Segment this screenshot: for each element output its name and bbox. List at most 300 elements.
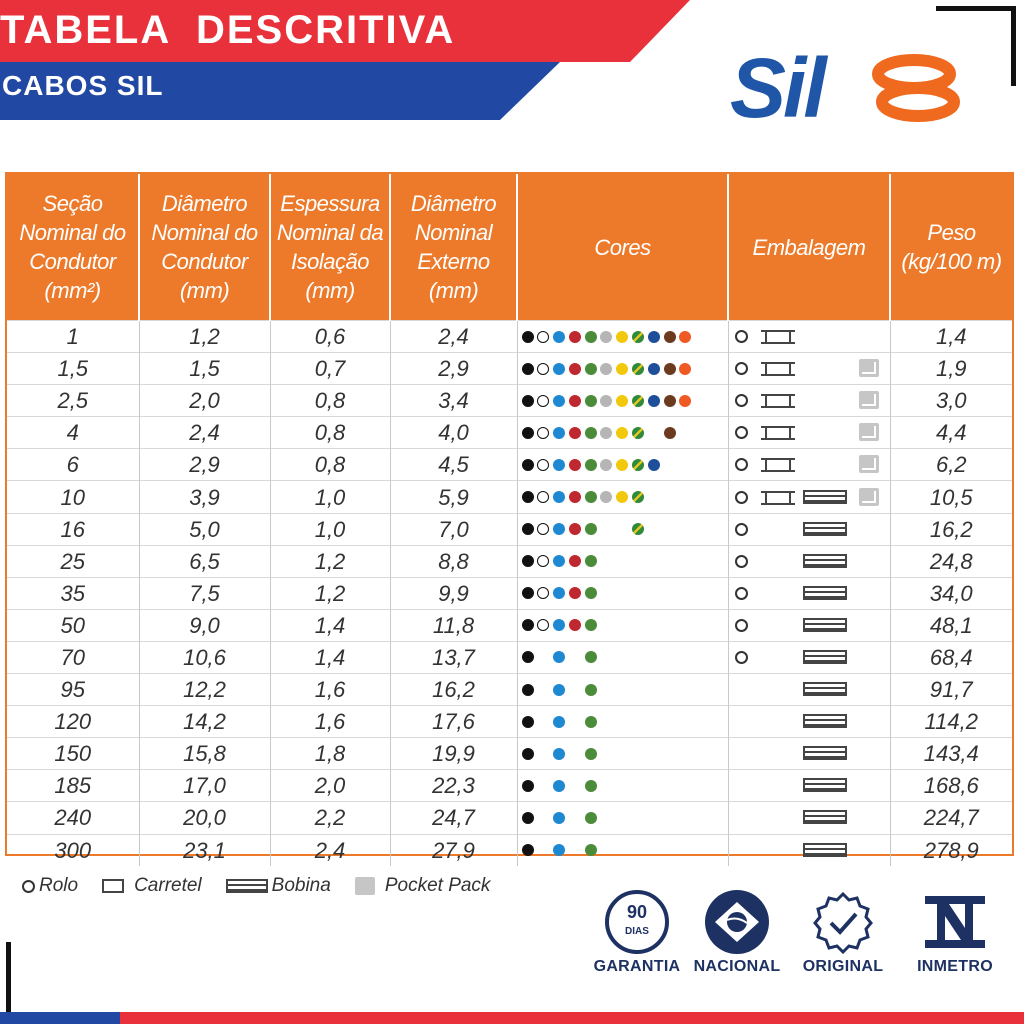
color-dot-empty <box>679 651 691 663</box>
legend-rolo <box>22 875 78 897</box>
bobina-icon <box>803 843 847 857</box>
legend-carretel <box>102 875 202 897</box>
cell-embalagem <box>728 513 890 545</box>
color-dot-white <box>537 555 549 567</box>
rolo-icon <box>735 458 748 471</box>
color-dot-empty <box>537 651 549 663</box>
bobina-icon <box>803 618 847 632</box>
cell-embalagem <box>728 545 890 577</box>
color-dot-empty <box>648 716 660 728</box>
color-dot-green <box>585 684 597 696</box>
bobina-icon <box>803 778 847 792</box>
color-dot-light-blue <box>553 555 565 567</box>
legend-rolo-label: Rolo <box>39 875 79 896</box>
color-dot-orange-dot <box>679 331 691 343</box>
color-dot-green <box>585 363 597 375</box>
color-dot-empty <box>648 780 660 792</box>
color-dot-empty <box>664 651 676 663</box>
cell-cores <box>517 577 728 609</box>
cell-cores <box>517 641 728 673</box>
cell-espessura: 0,7 <box>270 353 390 385</box>
color-dot-empty <box>648 619 660 631</box>
color-dot-empty <box>600 844 612 856</box>
cell-diametro-externo: 16,2 <box>390 674 517 706</box>
cell-diametro-externo: 7,0 <box>390 513 517 545</box>
badge-original <box>798 890 888 976</box>
color-dot-dark-red <box>569 491 581 503</box>
color-dot-empty <box>537 716 549 728</box>
pocket-pack-icon <box>859 359 879 377</box>
rolo-icon <box>735 426 748 439</box>
color-dot-empty <box>616 812 628 824</box>
rolo-icon <box>735 491 748 504</box>
cell-diametro-condutor: 12,2 <box>139 674 270 706</box>
color-dot-green-yellow <box>632 363 644 375</box>
warranty-days-number: 90 <box>626 902 648 922</box>
color-dot-light-blue <box>553 780 565 792</box>
cell-peso: 1,4 <box>890 321 1012 353</box>
color-dot-empty <box>679 427 691 439</box>
cell-diametro-condutor: 5,0 <box>139 513 270 545</box>
cell-peso: 16,2 <box>890 513 1012 545</box>
cell-secao: 6 <box>7 449 139 481</box>
cell-secao: 1 <box>7 321 139 353</box>
cell-diametro-condutor: 3,9 <box>139 481 270 513</box>
color-dot-green-yellow <box>632 395 644 407</box>
color-dot-empty <box>664 587 676 599</box>
table-row <box>7 513 1012 545</box>
rolo-icon <box>735 330 748 343</box>
color-dot-light-blue <box>553 619 565 631</box>
color-dot-green-yellow <box>632 331 644 343</box>
cell-cores <box>517 513 728 545</box>
color-dot-gray <box>600 363 612 375</box>
color-dot-empty <box>664 459 676 471</box>
color-dot-yellow <box>616 395 628 407</box>
color-dot-empty <box>648 555 660 567</box>
color-dot-empty <box>600 780 612 792</box>
color-dot-empty <box>648 684 660 696</box>
legend-bobina <box>226 875 331 897</box>
cell-diametro-condutor: 9,0 <box>139 609 270 641</box>
color-dot-light-blue <box>553 684 565 696</box>
color-dot-empty <box>679 684 691 696</box>
color-dot-orange-dot <box>679 395 691 407</box>
cell-diametro-externo: 4,5 <box>390 449 517 481</box>
bobina-icon <box>803 490 847 504</box>
cell-espessura: 1,6 <box>270 706 390 738</box>
color-dot-empty <box>569 780 581 792</box>
color-dot-white <box>537 395 549 407</box>
carretel-icon <box>765 458 791 472</box>
rolo-icon <box>735 394 748 407</box>
sil-logo-text: Sil <box>730 41 824 135</box>
color-dot-green <box>585 587 597 599</box>
color-dot-dark-red <box>569 523 581 535</box>
color-dot-empty <box>569 651 581 663</box>
cell-espessura: 0,8 <box>270 417 390 449</box>
color-dot-empty <box>616 555 628 567</box>
bobina-icon <box>226 879 268 893</box>
color-dot-light-blue <box>553 491 565 503</box>
table-row <box>7 834 1012 866</box>
color-dot-empty <box>664 812 676 824</box>
cell-embalagem <box>728 449 890 481</box>
color-dot-empty <box>632 812 644 824</box>
color-dot-empty <box>679 523 691 535</box>
cell-diametro-externo: 19,9 <box>390 738 517 770</box>
color-dot-empty <box>616 587 628 599</box>
table-row <box>7 321 1012 353</box>
color-dot-empty <box>632 780 644 792</box>
cell-diametro-condutor: 15,8 <box>139 738 270 770</box>
bobina-icon <box>803 714 847 728</box>
cell-secao: 120 <box>7 706 139 738</box>
color-dot-dark-blue <box>648 331 660 343</box>
corner-mark-bottom-left <box>6 942 11 1018</box>
color-dot-dark-red <box>569 331 581 343</box>
color-dot-empty <box>679 587 691 599</box>
color-dot-light-blue <box>553 587 565 599</box>
color-dot-green <box>585 651 597 663</box>
color-dot-light-blue <box>553 812 565 824</box>
color-dot-gray <box>600 459 612 471</box>
color-dot-empty <box>664 780 676 792</box>
cell-diametro-externo: 24,7 <box>390 802 517 834</box>
cell-diametro-externo: 11,8 <box>390 609 517 641</box>
color-dot-light-blue <box>553 427 565 439</box>
color-dot-empty <box>664 619 676 631</box>
cell-espessura: 2,2 <box>270 802 390 834</box>
color-dot-orange-dot <box>679 363 691 375</box>
color-dot-empty <box>648 651 660 663</box>
pocket-pack-icon <box>355 877 375 895</box>
cell-secao: 16 <box>7 513 139 545</box>
footer-stripe-red <box>120 1012 1024 1024</box>
color-dot-empty <box>616 844 628 856</box>
color-dot-empty <box>600 555 612 567</box>
cell-embalagem <box>728 481 890 513</box>
cell-secao: 185 <box>7 770 139 802</box>
color-dot-black <box>522 619 534 631</box>
cell-espessura: 2,0 <box>270 770 390 802</box>
cell-embalagem <box>728 674 890 706</box>
cell-peso: 6,2 <box>890 449 1012 481</box>
check-seal-icon <box>811 890 875 954</box>
rolo-icon <box>735 619 748 632</box>
color-dot-empty <box>648 491 660 503</box>
table-row <box>7 481 1012 513</box>
color-dot-empty <box>569 748 581 760</box>
sil-logo <box>730 40 970 140</box>
header-diametro-condutor: Diâmetro Nominal do Condutor (mm) <box>139 174 270 321</box>
cell-diametro-externo: 8,8 <box>390 545 517 577</box>
color-dot-empty <box>664 716 676 728</box>
cell-diametro-condutor: 2,9 <box>139 449 270 481</box>
cell-diametro-externo: 9,9 <box>390 577 517 609</box>
color-dot-empty <box>600 619 612 631</box>
packaging-legend <box>22 875 514 897</box>
footer-stripe-blue <box>0 1012 120 1024</box>
warranty-seal-icon <box>605 890 669 954</box>
color-dot-black <box>522 748 534 760</box>
color-dot-empty <box>600 651 612 663</box>
pocket-pack-icon <box>859 488 879 506</box>
color-dot-dark-red <box>569 555 581 567</box>
color-dot-light-blue <box>553 395 565 407</box>
cell-secao: 300 <box>7 834 139 866</box>
color-dot-empty <box>664 844 676 856</box>
color-dot-empty <box>648 427 660 439</box>
color-dot-green <box>585 459 597 471</box>
table-row <box>7 385 1012 417</box>
color-dot-empty <box>679 459 691 471</box>
color-dot-green <box>585 491 597 503</box>
color-dot-empty <box>600 748 612 760</box>
bobina-icon <box>803 522 847 536</box>
color-dot-empty <box>679 844 691 856</box>
page-subtitle: CABOS SIL <box>2 70 164 101</box>
table-row <box>7 738 1012 770</box>
cell-secao: 1,5 <box>7 353 139 385</box>
cell-cores <box>517 738 728 770</box>
color-dot-black <box>522 716 534 728</box>
cell-diametro-condutor: 1,5 <box>139 353 270 385</box>
rolo-icon <box>22 880 35 893</box>
color-dot-empty <box>616 780 628 792</box>
color-dot-dark-red <box>569 363 581 375</box>
color-dot-empty <box>664 491 676 503</box>
color-dot-empty <box>569 684 581 696</box>
color-dot-white <box>537 459 549 471</box>
cell-embalagem <box>728 738 890 770</box>
corner-mark-top-right-vertical <box>1011 6 1016 86</box>
color-dot-light-blue <box>553 651 565 663</box>
cell-diametro-externo: 17,6 <box>390 706 517 738</box>
color-dot-white <box>537 491 549 503</box>
cell-espessura: 1,2 <box>270 545 390 577</box>
cell-cores <box>517 353 728 385</box>
color-dot-dark-red <box>569 395 581 407</box>
color-dot-empty <box>600 587 612 599</box>
cell-secao: 150 <box>7 738 139 770</box>
color-dot-light-blue <box>553 331 565 343</box>
color-dot-empty <box>569 812 581 824</box>
corner-mark-top-right <box>936 6 1016 11</box>
color-dot-empty <box>537 812 549 824</box>
cell-secao: 10 <box>7 481 139 513</box>
header-peso: Peso (kg/100 m) <box>890 174 1012 321</box>
color-dot-green <box>585 427 597 439</box>
color-dot-black <box>522 523 534 535</box>
color-dot-green-yellow <box>632 459 644 471</box>
cell-diametro-condutor: 2,4 <box>139 417 270 449</box>
color-dot-empty <box>537 780 549 792</box>
table-row <box>7 802 1012 834</box>
cell-embalagem <box>728 353 890 385</box>
color-dot-green <box>585 395 597 407</box>
cell-peso: 24,8 <box>890 545 1012 577</box>
table-row <box>7 577 1012 609</box>
cell-peso: 224,7 <box>890 802 1012 834</box>
color-dot-gray <box>600 331 612 343</box>
color-dot-empty <box>648 748 660 760</box>
header-cores: Cores <box>517 174 728 321</box>
cell-secao: 2,5 <box>7 385 139 417</box>
legend-pocket-label: Pocket Pack <box>384 875 491 896</box>
table-row <box>7 674 1012 706</box>
cell-espessura: 1,6 <box>270 674 390 706</box>
cell-secao: 240 <box>7 802 139 834</box>
color-dot-white <box>537 363 549 375</box>
bobina-icon <box>803 746 847 760</box>
cell-cores <box>517 385 728 417</box>
cell-cores <box>517 545 728 577</box>
color-dot-black <box>522 459 534 471</box>
bobina-icon <box>803 554 847 568</box>
cell-diametro-condutor: 14,2 <box>139 706 270 738</box>
badge-garantia-label: GARANTIA <box>593 958 681 975</box>
color-dot-black <box>522 651 534 663</box>
cell-secao: 95 <box>7 674 139 706</box>
color-dot-light-blue <box>553 363 565 375</box>
color-dot-empty <box>648 844 660 856</box>
header-espessura: Espessura Nominal da Isolação (mm) <box>270 174 390 321</box>
header-secao: Seção Nominal do Condutor (mm²) <box>7 174 139 321</box>
color-dot-empty <box>648 523 660 535</box>
color-dot-white <box>537 523 549 535</box>
color-dot-black <box>522 780 534 792</box>
color-dot-light-blue <box>553 844 565 856</box>
cell-diametro-externo: 13,7 <box>390 641 517 673</box>
cell-peso: 4,4 <box>890 417 1012 449</box>
color-dot-empty <box>616 651 628 663</box>
color-dot-green <box>585 716 597 728</box>
color-dot-empty <box>664 748 676 760</box>
table-row <box>7 449 1012 481</box>
cell-diametro-externo: 2,4 <box>390 321 517 353</box>
carretel-icon <box>765 426 791 440</box>
color-dot-black <box>522 491 534 503</box>
cell-peso: 48,1 <box>890 609 1012 641</box>
cell-espessura: 1,8 <box>270 738 390 770</box>
color-dot-white <box>537 331 549 343</box>
color-dot-green <box>585 555 597 567</box>
table-row <box>7 609 1012 641</box>
cell-secao: 25 <box>7 545 139 577</box>
color-dot-empty <box>600 716 612 728</box>
color-dot-empty <box>537 844 549 856</box>
color-dot-empty <box>632 844 644 856</box>
color-dot-black <box>522 331 534 343</box>
badge-inmetro-label: INMETRO <box>917 958 993 975</box>
cell-peso: 143,4 <box>890 738 1012 770</box>
badge-original-label: ORIGINAL <box>802 958 884 975</box>
pocket-pack-icon <box>859 455 879 473</box>
cell-cores <box>517 834 728 866</box>
color-dot-empty <box>679 716 691 728</box>
table-row <box>7 706 1012 738</box>
cell-diametro-condutor: 20,0 <box>139 802 270 834</box>
color-dot-green <box>585 523 597 535</box>
color-dot-empty <box>569 844 581 856</box>
color-dot-brown <box>664 363 676 375</box>
cell-espessura: 0,8 <box>270 385 390 417</box>
cell-embalagem <box>728 609 890 641</box>
color-dot-dark-red <box>569 459 581 471</box>
cell-cores <box>517 609 728 641</box>
cell-peso: 1,9 <box>890 353 1012 385</box>
color-dot-green <box>585 812 597 824</box>
color-dot-empty <box>632 748 644 760</box>
color-dot-green-yellow <box>632 427 644 439</box>
cell-diametro-condutor: 2,0 <box>139 385 270 417</box>
cell-diametro-condutor: 10,6 <box>139 641 270 673</box>
cell-secao: 70 <box>7 641 139 673</box>
carretel-icon <box>765 362 791 376</box>
cell-diametro-externo: 2,9 <box>390 353 517 385</box>
color-dot-empty <box>632 651 644 663</box>
cell-secao: 4 <box>7 417 139 449</box>
cell-cores <box>517 481 728 513</box>
cell-espessura: 0,6 <box>270 321 390 353</box>
cell-embalagem <box>728 834 890 866</box>
cell-peso: 34,0 <box>890 577 1012 609</box>
color-dot-empty <box>632 587 644 599</box>
color-dot-brown <box>664 331 676 343</box>
table-row <box>7 545 1012 577</box>
color-dot-dark-red <box>569 619 581 631</box>
cell-diametro-condutor: 17,0 <box>139 770 270 802</box>
badge-nacional-label: NACIONAL <box>693 958 781 975</box>
carretel-icon <box>102 879 124 893</box>
color-dot-gray <box>600 395 612 407</box>
color-dot-green <box>585 844 597 856</box>
badge-nacional <box>692 890 782 976</box>
cell-peso: 168,6 <box>890 770 1012 802</box>
cell-embalagem <box>728 706 890 738</box>
cell-embalagem <box>728 577 890 609</box>
cell-cores <box>517 674 728 706</box>
cell-espessura: 1,4 <box>270 641 390 673</box>
color-dot-empty <box>679 780 691 792</box>
legend-bobina-label: Bobina <box>271 875 331 896</box>
cell-cores <box>517 321 728 353</box>
color-dot-black <box>522 684 534 696</box>
color-dot-empty <box>632 619 644 631</box>
cell-diametro-condutor: 7,5 <box>139 577 270 609</box>
badge-garantia <box>592 890 682 976</box>
color-dot-green <box>585 780 597 792</box>
color-dot-empty <box>632 684 644 696</box>
cell-peso: 10,5 <box>890 481 1012 513</box>
color-dot-light-blue <box>553 459 565 471</box>
color-dot-white <box>537 619 549 631</box>
color-dot-dark-blue <box>648 459 660 471</box>
color-dot-empty <box>664 523 676 535</box>
cell-secao: 35 <box>7 577 139 609</box>
cell-embalagem <box>728 641 890 673</box>
cell-espessura: 1,0 <box>270 513 390 545</box>
color-dot-dark-red <box>569 427 581 439</box>
cell-espessura: 2,4 <box>270 834 390 866</box>
color-dot-empty <box>664 555 676 567</box>
color-dot-empty <box>632 555 644 567</box>
color-dot-empty <box>537 684 549 696</box>
color-dot-white <box>537 587 549 599</box>
cell-peso: 114,2 <box>890 706 1012 738</box>
bobina-icon <box>803 650 847 664</box>
